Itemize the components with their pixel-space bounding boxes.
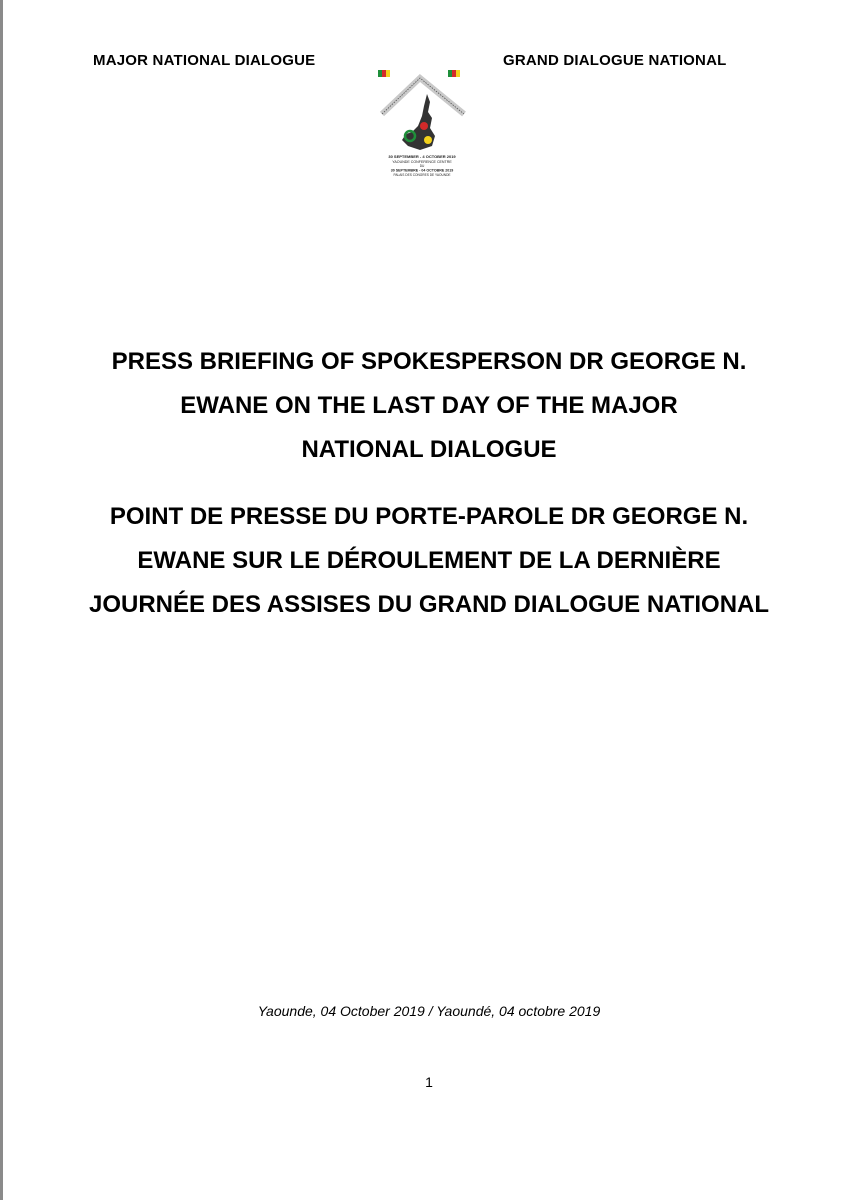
logo-caption-3: DU	[419, 164, 425, 168]
title-french	[40, 495, 818, 627]
page-number: 1	[425, 1074, 433, 1090]
logo-caption-5: PALAIS DES CONGRES DE YAOUNDE	[393, 173, 451, 177]
major-national-dialogue-emblem-icon	[372, 66, 472, 180]
logo-caption-1: 30 SEPTEMBER - 4 OCTOBER 2019	[388, 154, 456, 159]
page-edge	[0, 0, 3, 1200]
title-french-line: POINT DE PRESSE DU PORTE-PAROLE DR GEORGE N.	[109, 503, 749, 530]
title-french-line: JOURNÉE DES ASSISES DU GRAND DIALOGUE NATIONAL	[88, 591, 770, 618]
header-french: GRAND DIALOGUE NATIONAL	[503, 52, 727, 69]
header-english: MAJOR NATIONAL DIALOGUE	[93, 52, 316, 69]
logo-caption-2: YAOUNDE CONFERENCE CENTRE	[392, 160, 452, 164]
title-french-line: EWANE SUR LE DÉROULEMENT DE LA DERNIÈRE	[137, 547, 721, 574]
title-english-line: PRESS BRIEFING OF SPOKESPERSON DR GEORGE N.	[111, 348, 747, 375]
logo-caption-4: 30 SEPTEMBRE - 04 OCTOBRE 2019	[390, 168, 454, 173]
title-english	[40, 340, 818, 472]
dateline: Yaounde, 04 October 2019 / Yaoundé, 04 octobre 2019	[257, 1003, 601, 1019]
title-english-line: EWANE ON THE LAST DAY OF THE MAJOR	[180, 392, 678, 419]
title-english-line: NATIONAL DIALOGUE	[301, 436, 557, 463]
